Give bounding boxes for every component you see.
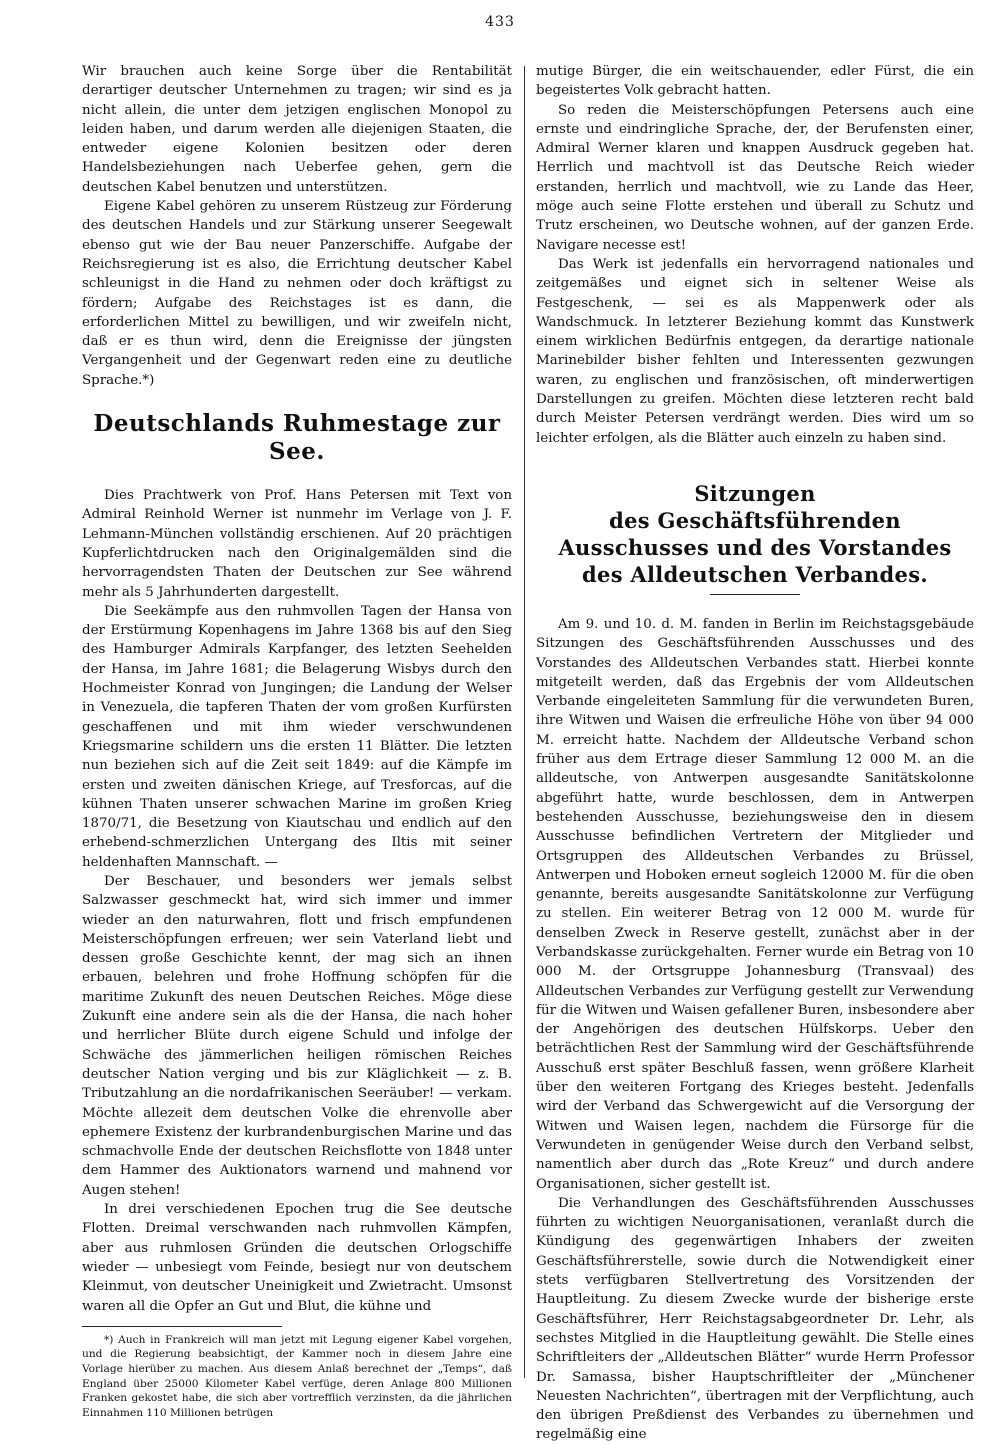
paragraph: Die Seekämpfe aus den ruhmvollen Tagen der Hansa von der Erstürmung Kopenhagens im Jahre 1368 bis auf den Sieg des Hamburger Admirals Karpfanger, des letzten Seehelden der Hansa, im Jahre 1681; die Belagerung Wisbys durch den Hochmeister Konrad von Jungingen; die Landung der Welser in Venezuela, die tapferen Thaten der vom großen Kurfürsten geschaffenen und mit ihm wieder verschwundenen Kriegsmarine schildern uns die ersten 11 Blätter. Die letzten nun beziehen sich auf die Zeit seit 1849: auf die Kämpfe im ersten und zweiten dänischen Kriege, auf Tresforcas, auf die kühnen Thaten unserer schwachen Marine im großen Krieg 1870/71, die Besetzung von Kiautschau und endlich auf den erhebend-schmerzlichen Untergang des Iltis mit seiner heldenhaften Mannschaft. — (82, 603, 512, 870)
section-title-line1: Sitzungen (694, 480, 816, 506)
section-title-line2: des Geschäftsführenden Ausschusses und des Vorstandes des Alldeutschen Verbandes. (558, 507, 952, 587)
section-heading (536, 480, 974, 595)
paragraph: Wir brauchen auch keine Sorge über die Rentabilität derartiger deutscher Unternehmen zu tragen; wir sind es ja nicht allein, die unter dem jetzigen englischen Monopol zu leiden haben, und darum werden alle diejenigen Staaten, die entweder eigene Kolonien besitzen oder deren Handelsbeziehungen nach Ueberfee gehen, gern die deutschen Kabel benutzen und unterstützen. (82, 64, 512, 195)
paragraph: Das Werk ist jedenfalls ein hervorragend nationales und zeitgemäßes und eignet sich in seltener Weise als Festgeschenk, — sei es als Mappenwerk oder als Wandschmuck. In letzterer Beziehung kommt das Kunstwerk einem wirklichen Bedürfnis entgegen, da derartige nationale Marinebilder bisher fehlten und Interessenten gezwungen waren, zu englischen und französischen, oft minderwertigen Darstellungen zu greifen. Möchten diese letzteren recht bald durch Meister Petersen verdrängt werden. Dies wird um so leichter erfolgen, als die Blätter auch einzeln zu haben sind. (536, 256, 974, 446)
paragraph: Eigene Kabel gehören zu unserem Rüstzeug zur Förderung des deutschen Handels und zur Stärkung unserer Seegewalt ebenso gut wie der Bau neuer Panzerschiffe. Aufgabe der Reichsregierung ist es also, die Errichtung deutscher Kabel schleunigst in die Hand zu nehmen oder doch kräftigst zu fördern; Aufgabe des Reichstages ist es dann, die erforderlichen Mittel zu bewilligen, und wir zweifeln nicht, daß er es thun wird, denn die Ereignisse der jüngsten Vergangenheit und der Gegenwart reden eine zu deutliche Sprache.*) (82, 199, 512, 388)
right-column (536, 62, 974, 1445)
paragraph: mutige Bürger, die ein weitschauender, edler Fürst, die ein begeistertes Volk gebracht hatten. (536, 64, 974, 99)
left-column (82, 62, 512, 1420)
article-title: Deutschlands Ruhmestage zur See. (93, 410, 501, 466)
paragraph: Die Verhandlungen des Geschäftsführenden Ausschusses führten zu wichtigen Neuorganisationen, veranlaßt durch die Kündigung des gegenwärtigen Inhabers der zweiten Geschäftsführerstelle, sowie durch die Notwendigkeit einer stets verfügbaren Stellvertretung des Vorsitzenden der Hauptleitung. Zu diesem Zwecke wurde der bisherige erste Geschäftsführer, Herr Reichstagsabgeordneter Dr. Lehr, als sechstes Mitglied in die Hauptleitung gewählt. Die Stelle eines Schriftleiters der „Alldeutschen Blätter“ wurde Herrn Professor Dr. Samassa, bisher Hauptschriftleiter der „Münchener Neuesten Nachrichten“, übertragen mit der Verpflichtung, auch den übrigen Preßdienst des Verbandes zu übernehmen und regelmäßig eine (536, 1195, 974, 1443)
paragraph: So reden die Meisterschöpfungen Petersens auch eine ernste und eindringliche Sprache, der, der Berufensten einer, Admiral Werner klaren und knappen Ausdruck gegeben hat. Herrlich und machtvoll ist das Deutsche Reich wieder erstanden, herrlich und machtvoll, wie zu Lande das Heer, möge auch seine Flotte erstehen und überall zu Schutz und Trutz erscheinen, wo Deutsche wohnen, auf der ganzen Erde. Navigare necesse est! (536, 102, 974, 253)
title-rule (710, 594, 800, 595)
column-divider (524, 66, 525, 1378)
paragraph: In drei verschiedenen Epochen trug die See deutsche Flotten. Dreimal verschwanden nach ruhmvollen Kämpfen, aber aus ruhmlosen Gründen die deutschen Orlogschiffe wieder — unbesiegt vom Feinde, besiegt nur von deutschem Kleinmut, von deutscher Uneinigkeit und Zwietracht. Umsonst waren all die Opfer an Gut und Blut, die kühne und (82, 1202, 512, 1314)
page-number: 433 (485, 14, 515, 30)
paragraph: Am 9. und 10. d. M. fanden in Berlin im Reichstagsgebäude Sitzungen des Geschäftsführenden Ausschusses und des Vorstandes des Alldeutschen Verbandes statt. Hierbei konnte mitgeteilt werden, daß das Ergebnis der vom Alldeutschen Verbande eingeleiteten Sammlung für die verwundeten Buren, ihre Witwen und Waisen die erfreuliche Höhe von über 94 000 M. erreicht hatte. Nachdem der Alldeutsche Verband schon früher aus dem Ertrage dieser Sammlung 12 000 M. an die alldeutsche, von Antwerpen ausgesandte Sanitätskolonne abgeführt hatte, wurde beschlossen, dem in Antwerpen bestehenden Ausschusse, beziehungsweise den in diesem Ausschusse befindlichen Vertretern der Mitglieder und Ortsgruppen des Alldeutschen Verbandes zu Brüssel, Antwerpen und Hoboken erneut sogleich 12000 M. für die oben genannte, bereits ausgesandte Sanitätskolonne zur Verfügung zu stellen. Ein weiterer Betrag von 12 000 M. wurde für denselben Zweck in Reserve gestellt, zunächst aber in der Verbandskasse zurückgehalten. Ferner wurde ein Betrag von 10 000 M. der Ortsgruppe Johannesburg (Transvaal) des Alldeutschen Verbandes zur Verfügung gestellt zur Verwendung für die Witwen und Waisen gefallener Buren, insbesondere aber der Angehörigen des deutschen Hülfskorps. Ueber den beträchtlichen Rest der Sammlung wird der Geschäftsführende Ausschuß erst später Beschluß fassen, wenn größere Klarheit über den weiteren Fortgang des Krieges besteht. Jedenfalls wird der Verband das Schwergewicht auf die Versorgung der Witwen und Waisen legen, nachdem die Fürsorge für die Verwundeten in genügender Weise durch den Verband selbst, namentlich aber durch das „Rote Kreuz“ und durch andere Organisationen, sicher gestellt ist. (536, 616, 974, 1192)
paragraph: Der Beschauer, und besonders wer jemals selbst Salzwasser geschmeckt hat, wird sich immer und immer wieder an den naturwahren, flott und frisch empfundenen Meisterschöpfungen erfreuen; wer sein Vaterland liebt und dessen große Geschichte kennt, der mag sich an ihnen erbauen, belehren und frohe Hoffnung schöpfen für die maritime Zukunft des neuen Deutschen Reiches. Möge diese Zukunft eine andere sein als die der Hansa, die nach hoher und herrlicher Blüte durch eigene Schuld und infolge der Schwäche des jämmerlichen heiligen römischen Reiches deutscher Nation verging und bis zur Kläglichkeit — z. B. Tributzahlung an die nordafrikanischen Seeräuber! — verkam. Möchte allezeit dem deutschen Volke die ehrenvolle aber ephemere Existenz der kurbrandenburgischen Marine und das schmachvolle Ende der deutschen Reichsflotte von 1848 unter dem Hammer des Auktionators warnend und mahnend vor Augen stehen! (82, 873, 512, 1198)
footnote: *) Auch in Frankreich will man jetzt mit Legung eigener Kabel vorgehen, und die Regierung beabsichtigt, der Kammer noch in diesem Jahre eine Vorlage hierüber zu machen. Aus diesem Anlaß berechnet der „Temps“, daß England über 25000 Kilometer Kabel verfüge, deren Anlage 800 Millionen Franken gekostet habe, die sich aber vortrefflich verzinsten, da die jährlichen Einnahmen 110 Millionen betrügen (82, 1333, 512, 1419)
footnote-rule (82, 1326, 282, 1327)
paragraph: Dies Prachtwerk von Prof. Hans Petersen mit Text von Admiral Reinhold Werner ist nunmehr im Verlage von J. F. Lehmann-München vollständig erschienen. Auf 20 prächtigen Kupferlichtdrucken nach den Originalgemälden sind die hervorragendsten Thaten der Deutschen zur See während mehr als 5 Jahrhunderten dargestellt. (82, 488, 512, 600)
